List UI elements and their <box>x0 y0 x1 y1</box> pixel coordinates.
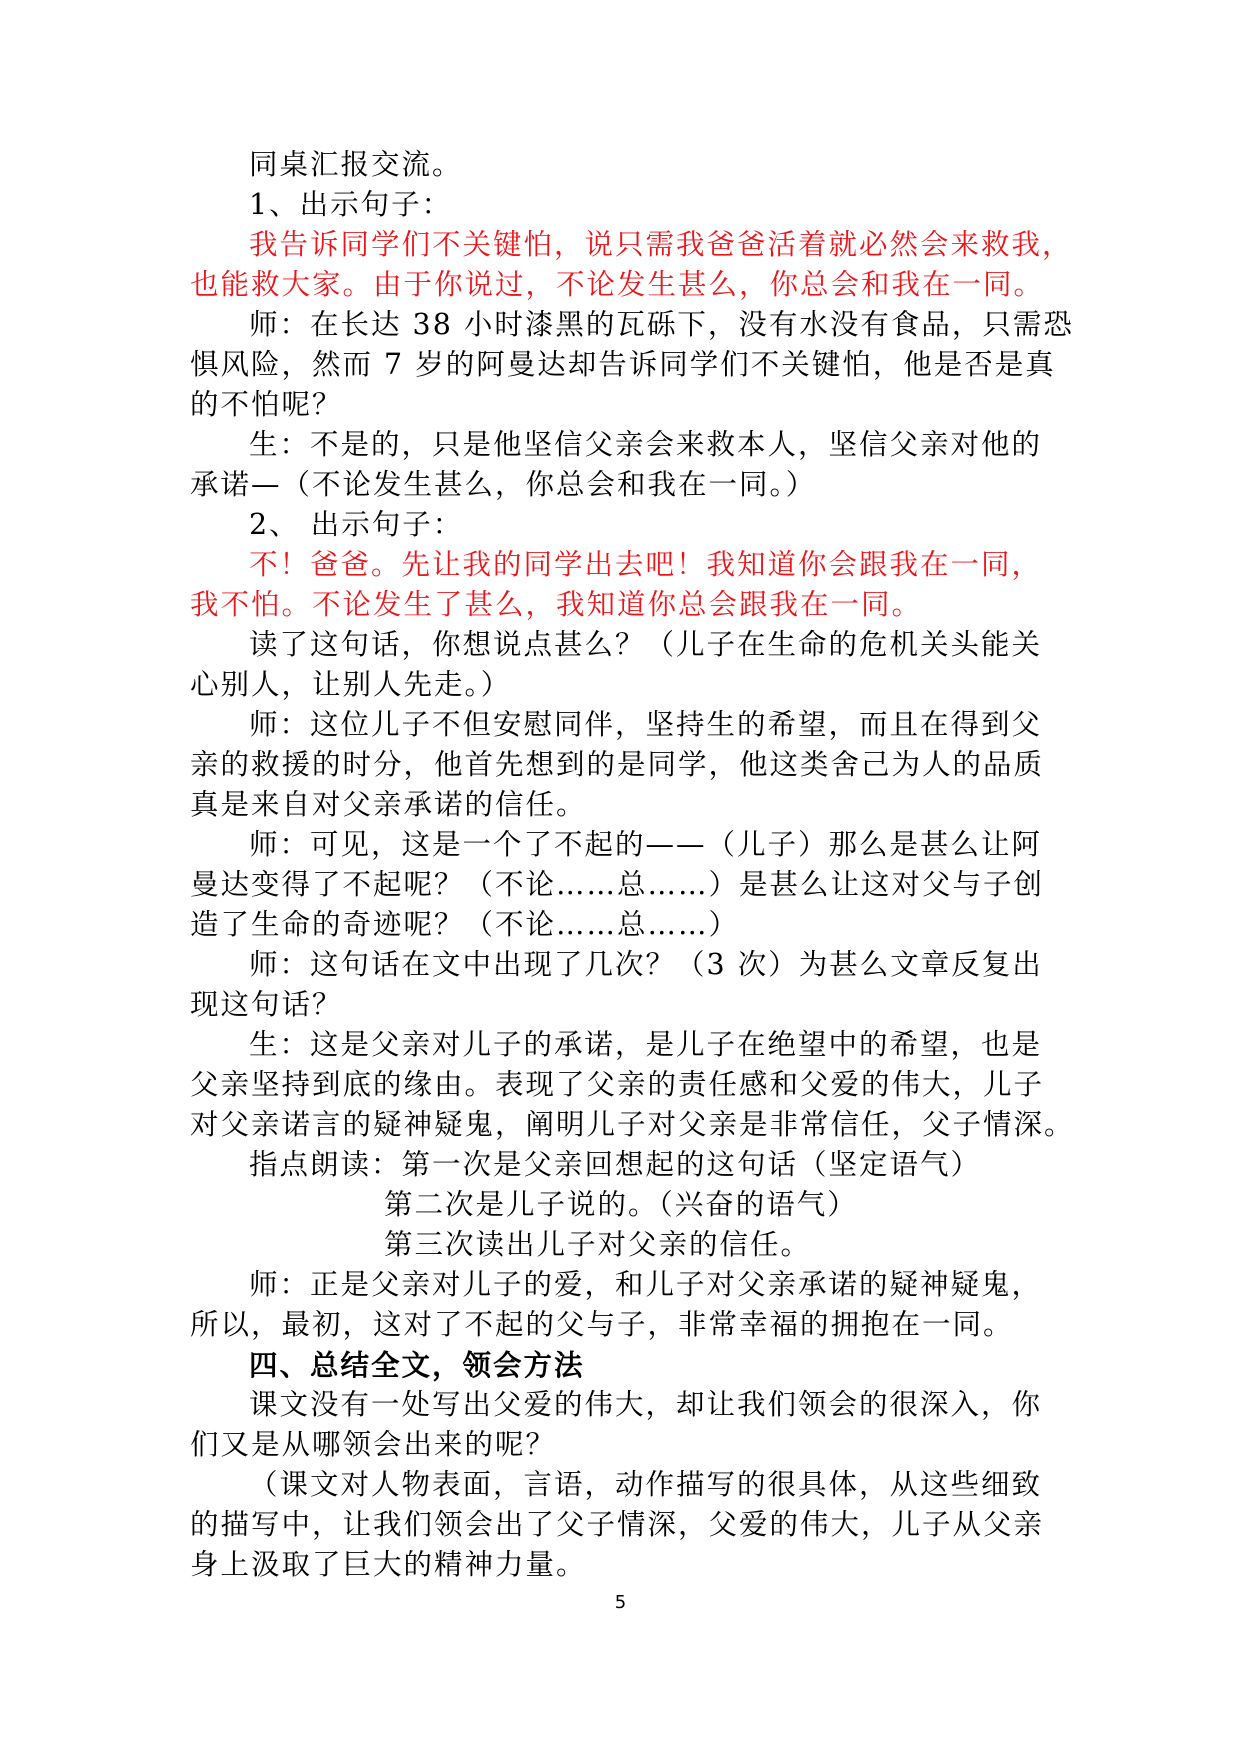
text-line: 惧风险，然而 7 岁的阿曼达却告诉同学们不关键怕，他是否是真 <box>190 348 1056 381</box>
text-line: 师：正是父亲对儿子的爱，和儿子对父亲承诺的疑神疑鬼， <box>249 1268 1043 1301</box>
text-line: 真是来自对父亲承诺的信任。 <box>190 788 587 821</box>
text-line: 造了生命的奇迹呢？（不论……总……） <box>190 908 740 941</box>
text-line: 对父亲诺言的疑神疑鬼，阐明儿子对父亲是非常信任，父子情深。 <box>190 1108 1075 1141</box>
text-line: 生：这是父亲对儿子的承诺，是儿子在绝望中的希望，也是 <box>249 1028 1043 1061</box>
text-line: 曼达变得了不起呢？（不论……总……）是甚么让这对父与子创 <box>190 868 1045 901</box>
text-line: 亲的救援的时分，他首先想到的是同学，他这类舍己为人的品质 <box>190 748 1045 781</box>
text-line: 师：这位儿子不但安慰同伴，坚持生的希望，而且在得到父 <box>249 708 1043 741</box>
text-line: 读了这句话，你想说点甚么？（儿子在生命的危机关头能关 <box>249 628 1043 661</box>
quoted-sentence-line: 也能救大家。由于你说过，不论发生甚么，你总会和我在一同。 <box>190 268 1045 301</box>
text-line: 父亲坚持到底的缘由。表现了父亲的责任感和父爱的伟大，儿子 <box>190 1068 1045 1101</box>
text-line: 身上汲取了巨大的精神力量。 <box>190 1548 587 1581</box>
text-line: 师：在长达 38 小时漆黑的瓦砾下，没有水没有食品，只需恐 <box>249 308 1074 341</box>
text-line: 师：可见，这是一个了不起的——（儿子）那么是甚么让阿 <box>249 828 1043 861</box>
text-line: 2、 出示句子： <box>249 508 464 541</box>
text-line: 现这句话？ <box>190 988 343 1021</box>
text-line: 课文没有一处写出父爱的伟大，却让我们领会的很深入，你 <box>249 1388 1043 1421</box>
section-heading: 四、总结全文，领会方法 <box>249 1348 585 1382</box>
text-line: 同桌汇报交流。 <box>249 148 463 181</box>
quoted-sentence-line: 我不怕。不论发生了甚么，我知道你总会跟我在一同。 <box>190 588 923 621</box>
text-line: 承诺—（不论发生甚么，你总会和我在一同。） <box>190 468 817 501</box>
text-line: 的不怕呢？ <box>190 388 343 421</box>
document-body <box>190 145 1075 1585</box>
page-number: 5 <box>614 1592 627 1613</box>
quoted-sentence-line: 我告诉同学们不关键怕，说只需我爸爸活着就必然会来救我， <box>249 228 1073 261</box>
text-line: 所以，最初，这对了不起的父与子，非常幸福的拥抱在一同。 <box>190 1308 1014 1341</box>
text-line: 们又是从哪领会出来的呢？ <box>190 1428 557 1461</box>
text-line: （课文对人物表面，言语，动作描写的很具体，从这些细致 <box>249 1468 1043 1501</box>
text-line: 指点朗读：第一次是父亲回想起的这句话（坚定语气） <box>249 1148 982 1181</box>
text-line: 第三次读出儿子对父亲的信任。 <box>384 1228 812 1261</box>
text-line: 1、出示句子： <box>249 188 453 221</box>
text-line: 第二次是儿子说的。（兴奋的语气） <box>384 1188 858 1221</box>
text-line: 师：这句话在文中出现了几次？（3 次）为甚么文章反复出 <box>249 948 1043 981</box>
quoted-sentence-line: 不！爸爸。先让我的同学出去吧！我知道你会跟我在一同， <box>249 548 1043 581</box>
text-line: 心别人，让别人先走。） <box>190 668 512 701</box>
text-line: 生：不是的，只是他坚信父亲会来救本人，坚信父亲对他的 <box>249 428 1043 461</box>
text-line: 的描写中，让我们领会出了父子情深，父爱的伟大，儿子从父亲 <box>190 1508 1045 1541</box>
